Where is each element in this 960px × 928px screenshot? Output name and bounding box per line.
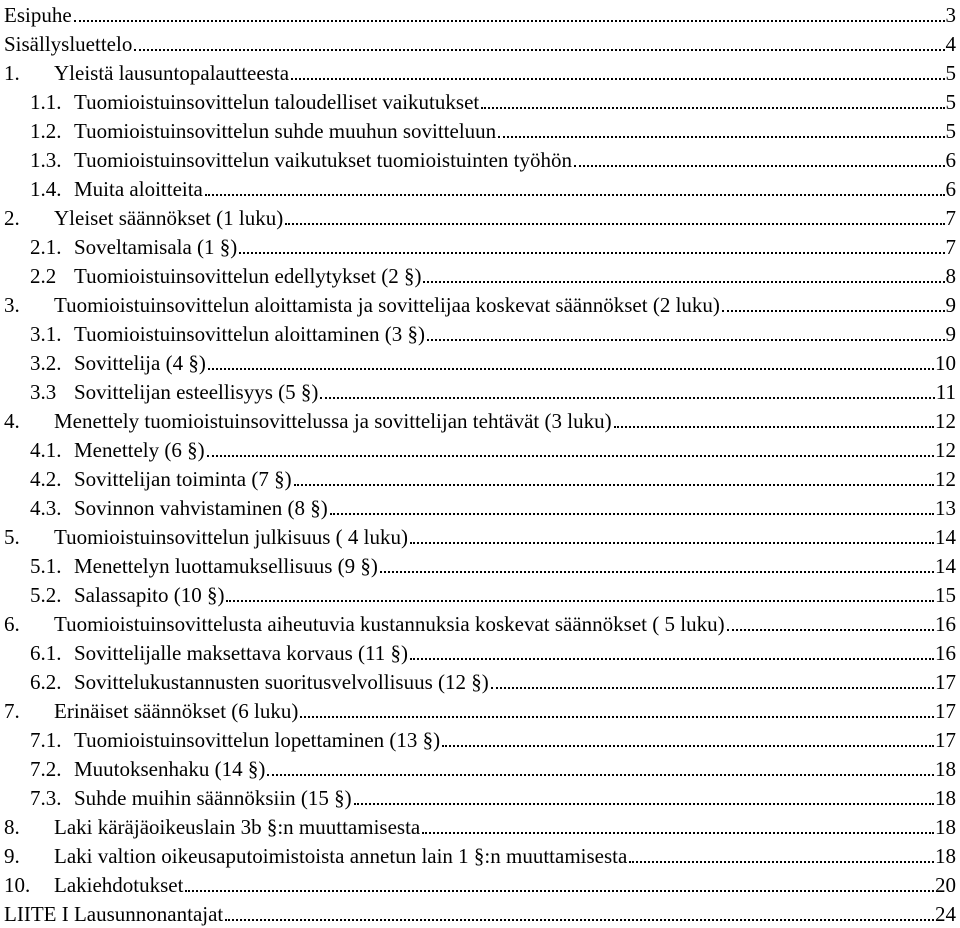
toc-entry-title: Muita aloitteita xyxy=(74,177,203,201)
toc-entry-page-number: 4 xyxy=(945,32,956,56)
toc-entry-number: 1.3. xyxy=(30,148,62,172)
toc-entry-number: 2. xyxy=(4,206,20,230)
toc-entry[interactable] xyxy=(0,839,960,868)
toc-dot-leader xyxy=(134,49,944,51)
toc-dot-leader xyxy=(320,397,934,399)
toc-entry-number: 6.1. xyxy=(30,641,62,665)
toc-entry-number: 1.1. xyxy=(30,90,62,114)
toc-entry-number: 9. xyxy=(4,844,20,868)
toc-dot-leader xyxy=(225,919,934,921)
toc-entry-number: 7. xyxy=(4,699,20,723)
toc-entry-page-number: 8 xyxy=(945,264,956,288)
toc-entry-title: Yleiset säännökset (1 luku) xyxy=(54,206,284,230)
toc-dot-leader xyxy=(574,165,944,167)
toc-entry-title: Muutoksenhaku (14 §) xyxy=(74,757,266,781)
toc-dot-leader xyxy=(629,861,934,863)
toc-entry[interactable] xyxy=(0,665,960,694)
toc-entry-number: 1.2. xyxy=(30,119,62,143)
toc-entry-number: 5.1. xyxy=(30,554,62,578)
toc-entry[interactable] xyxy=(0,491,960,520)
toc-entry-page-number: 13 xyxy=(935,496,956,520)
toc-entry-page-number: 5 xyxy=(945,119,956,143)
toc-entry-label xyxy=(0,873,183,897)
toc-entry-title: Sovinnon vahvistaminen (8 §) xyxy=(74,496,328,520)
toc-entry-number: 4. xyxy=(4,409,20,433)
toc-entry-page-number: 9 xyxy=(945,293,956,317)
toc-dot-leader xyxy=(491,687,934,689)
toc-entry-number: 1. xyxy=(4,61,20,85)
toc-entry-label xyxy=(0,496,328,520)
toc-dot-leader xyxy=(208,368,934,370)
toc-entry[interactable] xyxy=(0,636,960,665)
toc-entry[interactable] xyxy=(0,723,960,752)
toc-entry[interactable] xyxy=(0,752,960,781)
toc-entry-number: 2.2 xyxy=(30,264,57,288)
toc-entry-title: Tuomioistuinsovittelun suhde muuhun sovitteluun xyxy=(74,119,497,143)
toc-entry[interactable] xyxy=(0,433,960,462)
toc-entry-label xyxy=(0,32,132,56)
toc-dot-leader xyxy=(722,310,945,312)
toc-entry[interactable] xyxy=(0,201,960,230)
toc-entry[interactable] xyxy=(0,143,960,172)
toc-entry-page-number: 7 xyxy=(945,235,956,259)
toc-entry-page-number: 20 xyxy=(935,873,956,897)
toc-entry[interactable] xyxy=(0,27,960,56)
toc-dot-leader xyxy=(410,658,934,660)
toc-entry-title: Menettelyn luottamuksellisuus (9 §) xyxy=(74,554,378,578)
toc-dot-leader xyxy=(614,426,934,428)
toc-entry-title: Tuomioistuinsovittelun julkisuus ( 4 luku) xyxy=(54,525,408,549)
toc-entry-title: Yleistä lausuntopalautteesta xyxy=(54,61,290,85)
toc-entry-label xyxy=(0,438,205,462)
toc-entry-title: Lakiehdotukset xyxy=(54,873,184,897)
toc-entry-number: 3. xyxy=(4,293,20,317)
toc-entry-number: 2.1. xyxy=(30,235,62,259)
toc-entry-page-number: 6 xyxy=(945,177,956,201)
toc-entry-title: Salassapito (10 §) xyxy=(74,583,225,607)
toc-entry-label xyxy=(0,699,298,723)
toc-dot-leader xyxy=(226,600,934,602)
toc-dot-leader xyxy=(207,455,934,457)
toc-entry[interactable] xyxy=(0,172,960,201)
toc-entry[interactable] xyxy=(0,810,960,839)
toc-dot-leader xyxy=(427,339,945,341)
toc-entry-page-number: 24 xyxy=(935,902,956,926)
toc-dot-leader xyxy=(410,542,934,544)
toc-entry-page-number: 11 xyxy=(935,380,956,404)
toc-entry-title: Menettely tuomioistuinsovittelussa ja sovittelijan tehtävät (3 luku) xyxy=(54,409,612,433)
toc-entry-label xyxy=(0,641,408,665)
toc-entry-page-number: 7 xyxy=(945,206,956,230)
toc-entry-title: Sovittelijan esteellisyys (5 §) xyxy=(74,380,319,404)
toc-entry-label xyxy=(0,815,420,839)
toc-entry-title: Tuomioistuinsovittelun aloittaminen (3 §) xyxy=(74,322,425,346)
toc-entry-label xyxy=(0,3,72,27)
toc-entry[interactable] xyxy=(0,404,960,433)
toc-entry-number: 5. xyxy=(4,525,20,549)
toc-entry-page-number: 10 xyxy=(935,351,956,375)
toc-entry[interactable] xyxy=(0,0,960,27)
toc-entry-title: Esipuhe xyxy=(4,3,72,27)
toc-dot-leader xyxy=(239,252,944,254)
toc-dot-leader xyxy=(330,513,934,515)
toc-entry-page-number: 16 xyxy=(935,612,956,636)
toc-entry-page-number: 12 xyxy=(935,467,956,491)
toc-entry[interactable] xyxy=(0,781,960,810)
toc-entry-label xyxy=(0,467,292,491)
toc-entry-page-number: 12 xyxy=(935,409,956,433)
toc-entry-page-number: 17 xyxy=(935,699,956,723)
toc-dot-leader xyxy=(498,136,944,138)
toc-entry-label xyxy=(0,670,489,694)
toc-entry[interactable] xyxy=(0,288,960,317)
toc-entry-title: Sovittelukustannusten suoritusvelvollisuus (12 §) xyxy=(74,670,489,694)
toc-entry-title: Suhde muihin säännöksiin (15 §) xyxy=(74,786,352,810)
toc-entry-title: Sisällysluettelo xyxy=(4,32,133,56)
toc-entry-page-number: 3 xyxy=(945,3,956,27)
toc-entry[interactable] xyxy=(0,85,960,114)
toc-entry-title: Tuomioistuinsovittelun taloudelliset vaikutukset xyxy=(74,90,480,114)
toc-entry-number: 5.2. xyxy=(30,583,62,607)
toc-entry-number: 4.2. xyxy=(30,467,62,491)
toc-entry-title: Sovittelijan toiminta (7 §) xyxy=(74,467,292,491)
toc-entry-page-number: 6 xyxy=(945,148,956,172)
toc-entry[interactable] xyxy=(0,259,960,288)
toc-entry-number: 4.3. xyxy=(30,496,62,520)
toc-entry[interactable] xyxy=(0,462,960,491)
toc-entry-title: Tuomioistuinsovittelun edellytykset (2 §) xyxy=(74,264,422,288)
toc-dot-leader xyxy=(380,571,934,573)
toc-dot-leader xyxy=(185,890,934,892)
toc-entry-label xyxy=(0,235,237,259)
toc-entry-label xyxy=(0,902,223,926)
toc-dot-leader xyxy=(294,484,934,486)
toc-dot-leader xyxy=(205,194,945,196)
toc-entry-page-number: 18 xyxy=(935,786,956,810)
toc-entry-title: Tuomioistuinsovittelun aloittamista ja sovittelijaa koskevat säännökset (2 luku) xyxy=(54,293,720,317)
toc-dot-leader xyxy=(442,745,934,747)
toc-entry[interactable] xyxy=(0,578,960,607)
toc-entry-number: 3.1. xyxy=(30,322,62,346)
toc-entry-page-number: 16 xyxy=(935,641,956,665)
toc-entry-title: LIITE I Lausunnonantajat xyxy=(4,902,224,926)
toc-entry-page-number: 14 xyxy=(935,525,956,549)
toc-entry-page-number: 18 xyxy=(935,815,956,839)
toc-entry-title: Laki valtion oikeusaputoimistoista annetun lain 1 §:n muuttamisesta xyxy=(54,844,628,868)
toc-entry-page-number: 15 xyxy=(935,583,956,607)
toc-entry-label xyxy=(0,119,496,143)
toc-dot-leader xyxy=(267,774,934,776)
toc-entry-number: 6. xyxy=(4,612,20,636)
toc-entry-number: 10. xyxy=(4,873,31,897)
toc-entry-number: 3.3 xyxy=(30,380,57,404)
toc-entry-label xyxy=(0,322,425,346)
toc-entry-number: 7.3. xyxy=(30,786,62,810)
toc-entry[interactable] xyxy=(0,607,960,636)
toc-entry-number: 8. xyxy=(4,815,20,839)
toc-dot-leader xyxy=(481,107,944,109)
toc-entry-page-number: 18 xyxy=(935,844,956,868)
toc-entry-page-number: 17 xyxy=(935,728,956,752)
toc-dot-leader xyxy=(354,803,934,805)
toc-entry-title: Soveltamisala (1 §) xyxy=(74,235,238,259)
toc-entry-label xyxy=(0,844,627,868)
toc-entry-label xyxy=(0,612,725,636)
toc-dot-leader xyxy=(300,716,934,718)
toc-entry-number: 7.1. xyxy=(30,728,62,752)
toc-entry-page-number: 14 xyxy=(935,554,956,578)
toc-entry[interactable] xyxy=(0,317,960,346)
toc-entry-title: Laki käräjäoikeuslain 3b §:n muuttamisesta xyxy=(54,815,421,839)
toc-entry-title: Tuomioistuinsovittelusta aiheutuvia kustannuksia koskevat säännökset ( 5 luku) xyxy=(54,612,725,636)
toc-entry[interactable] xyxy=(0,520,960,549)
toc-entry-number: 4.1. xyxy=(30,438,62,462)
toc-entry-label xyxy=(0,380,318,404)
toc-entry-label xyxy=(0,61,289,85)
toc-entry-page-number: 18 xyxy=(935,757,956,781)
toc-entry-title: Tuomioistuinsovittelun vaikutukset tuomioistuinten työhön xyxy=(74,148,573,172)
toc-dot-leader xyxy=(74,20,945,22)
toc-entry-label xyxy=(0,757,265,781)
toc-entry-label xyxy=(0,264,421,288)
toc-entry-label xyxy=(0,206,283,230)
toc-entry[interactable] xyxy=(0,549,960,578)
toc-entry-title: Tuomioistuinsovittelun lopettaminen (13 §) xyxy=(74,728,441,752)
toc-entry-title: Menettely (6 §) xyxy=(74,438,205,462)
toc-entry-label xyxy=(0,293,720,317)
toc-dot-leader xyxy=(423,281,944,283)
toc-dot-leader xyxy=(285,223,944,225)
toc-entry-title: Sovittelijalle maksettava korvaus (11 §) xyxy=(74,641,408,665)
toc-entry-page-number: 5 xyxy=(945,61,956,85)
toc-entry-label xyxy=(0,525,408,549)
toc-entry-label xyxy=(0,148,572,172)
toc-entry[interactable] xyxy=(0,346,960,375)
toc-entry-label xyxy=(0,728,440,752)
toc-dot-leader xyxy=(291,78,944,80)
toc-entry[interactable] xyxy=(0,897,960,926)
toc-entry[interactable] xyxy=(0,114,960,143)
toc-entry-label xyxy=(0,409,612,433)
toc-entry-label xyxy=(0,583,224,607)
toc-entry-number: 3.2. xyxy=(30,351,62,375)
toc-entry-title: Sovittelija (4 §) xyxy=(74,351,206,375)
toc-entry-label xyxy=(0,351,206,375)
toc-entry[interactable] xyxy=(0,56,960,85)
toc-entry-page-number: 5 xyxy=(945,90,956,114)
toc-dot-leader xyxy=(727,629,934,631)
toc-entry-title: Erinäiset säännökset (6 luku) xyxy=(54,699,299,723)
toc-entry-label xyxy=(0,786,352,810)
toc-entry[interactable] xyxy=(0,868,960,897)
toc-entry-page-number: 17 xyxy=(935,670,956,694)
toc-entry-page-number: 12 xyxy=(935,438,956,462)
toc-entry-number: 1.4. xyxy=(30,177,62,201)
toc-entry-label xyxy=(0,90,479,114)
toc-entry[interactable] xyxy=(0,230,960,259)
toc-dot-leader xyxy=(422,832,934,834)
toc-entry[interactable] xyxy=(0,694,960,723)
toc-entry-page-number: 9 xyxy=(945,322,956,346)
toc-entry-number: 7.2. xyxy=(30,757,62,781)
toc-entry-number: 6.2. xyxy=(30,670,62,694)
toc-entry[interactable] xyxy=(0,375,960,404)
toc-entry-label xyxy=(0,554,378,578)
toc-entry-label xyxy=(0,177,203,201)
